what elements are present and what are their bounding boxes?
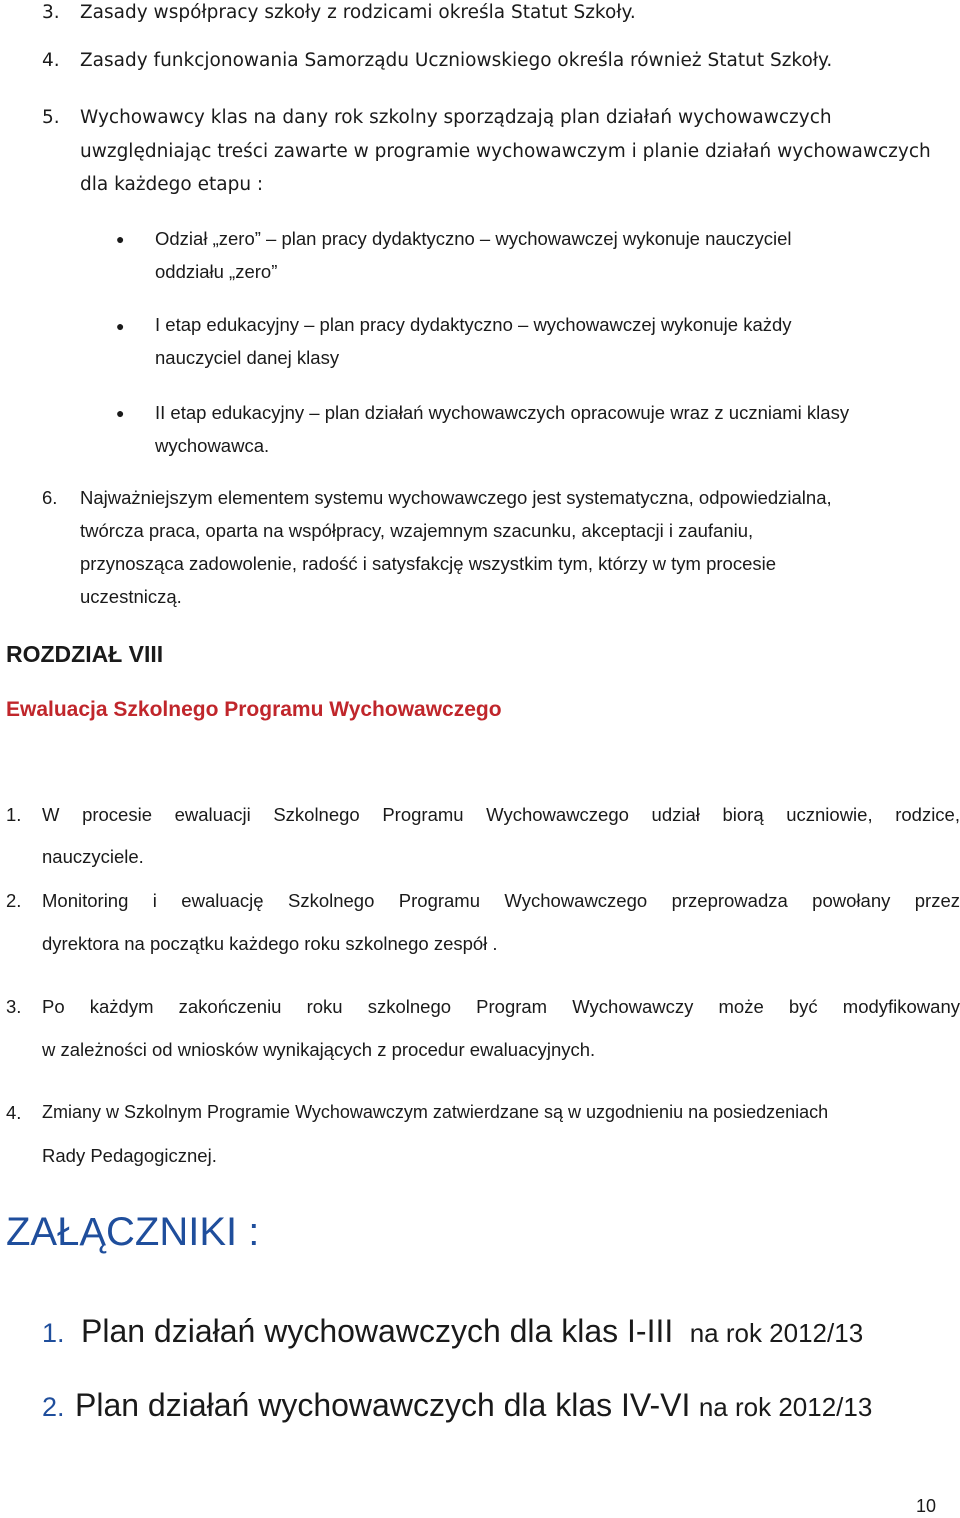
attachments-heading: ZAŁĄCZNIKI : [6,1210,260,1254]
eval-text: W procesie ewaluacji Szkolnego Programu Wychowawczego udział biorą uczniowie, rodzice, [42,804,960,825]
eval-number: 3. [6,996,22,1017]
eval-number: 4. [6,1102,22,1123]
list-item-text: przynosząca zadowolenie, radość i satysfakcję wszystkim tym, którzy w tym procesie [80,553,777,574]
list-item-text: Zasady funkcjonowania Samorządu Uczniowskiego określa również Statut Szkoły. [80,50,833,71]
list-item-text: uczestniczą. [80,586,182,607]
page-number: 10 [915,1496,936,1516]
list-item-text: Najważniejszym elementem systemu wychowawczego jest systematyczna, odpowiedzialna, [80,487,832,508]
bullet-text: I etap edukacyjny – plan pracy dydaktyczno – wychowawczej wykonuje każdy [155,314,792,335]
attachment-suffix: na rok 2012/13 [689,1318,864,1348]
bullet-text: nauczyciel danej klasy [155,347,340,368]
eval-text: nauczyciele. [42,846,144,867]
attachment-title: Plan działań wychowawczych dla klas IV-VI [74,1387,691,1423]
attachment-item [42,1387,872,1424]
list-number: 6. [42,487,58,508]
bullet-text: II etap edukacyjny – plan działań wychowawczych opracowuje wraz z uczniami klasy [155,402,850,423]
attachment-title: Plan działań wychowawczych dla klas I-III [80,1313,674,1349]
list-number: 3. [42,2,60,23]
bullet-text: Odział „zero” – plan pracy dydaktyczno – wychowawczej wykonuje nauczyciel [155,228,792,249]
attachment-suffix: na rok 2012/13 [698,1392,873,1422]
bullet-text: wychowawca. [155,435,270,456]
attachment-item [42,1313,863,1350]
list-number: 4. [42,50,60,71]
eval-text: dyrektora na początku każdego roku szkolnego zespół . [42,933,498,954]
eval-text: Rady Pedagogicznej. [42,1145,217,1166]
list-item-text: uwzględniając treści zawarte w programie wychowawczym i planie działań wychowawczych [80,141,931,162]
eval-number: 2. [6,890,22,911]
bullet-icon: ● [116,405,125,421]
eval-text: w zależności od wniosków wynikających z procedur ewaluacyjnych. [42,1039,596,1060]
eval-text: Monitoring i ewaluację Szkolnego Programu Wychowawczego przeprowadza powołany przez [42,890,960,911]
list-item-text: Zasady współpracy szkoły z rodzicami określa Statut Szkoły. [80,2,636,23]
bullet-icon: ● [116,231,125,247]
eval-text: Zmiany w Szkolnym Programie Wychowawczym zatwierdzane są w uzgodnieniu na posiedzeniach [42,1102,829,1122]
chapter-heading: ROZDZIAŁ VIII [6,641,164,667]
list-item-text: Wychowawcy klas na dany rok szkolny sporządzają plan działań wychowawczych [80,107,832,128]
eval-text: Po każdym zakończeniu roku szkolnego Program Wychowawczy może być modyfikowany [42,996,960,1017]
chapter-subheading: Ewaluacja Szkolnego Programu Wychowawczego [6,698,502,721]
bullet-icon: ● [116,318,125,334]
list-item-text: dla każdego etapu : [80,174,264,195]
list-item-text: twórcza praca, oparta na współpracy, wzajemnym szacunku, akceptacji i zaufaniu, [80,520,754,541]
attachment-number: 1. [42,1318,65,1348]
attachment-number: 2. [42,1392,65,1422]
list-number: 5. [42,107,60,128]
bullet-text: oddziału „zero” [155,261,278,282]
eval-number: 1. [6,804,22,825]
